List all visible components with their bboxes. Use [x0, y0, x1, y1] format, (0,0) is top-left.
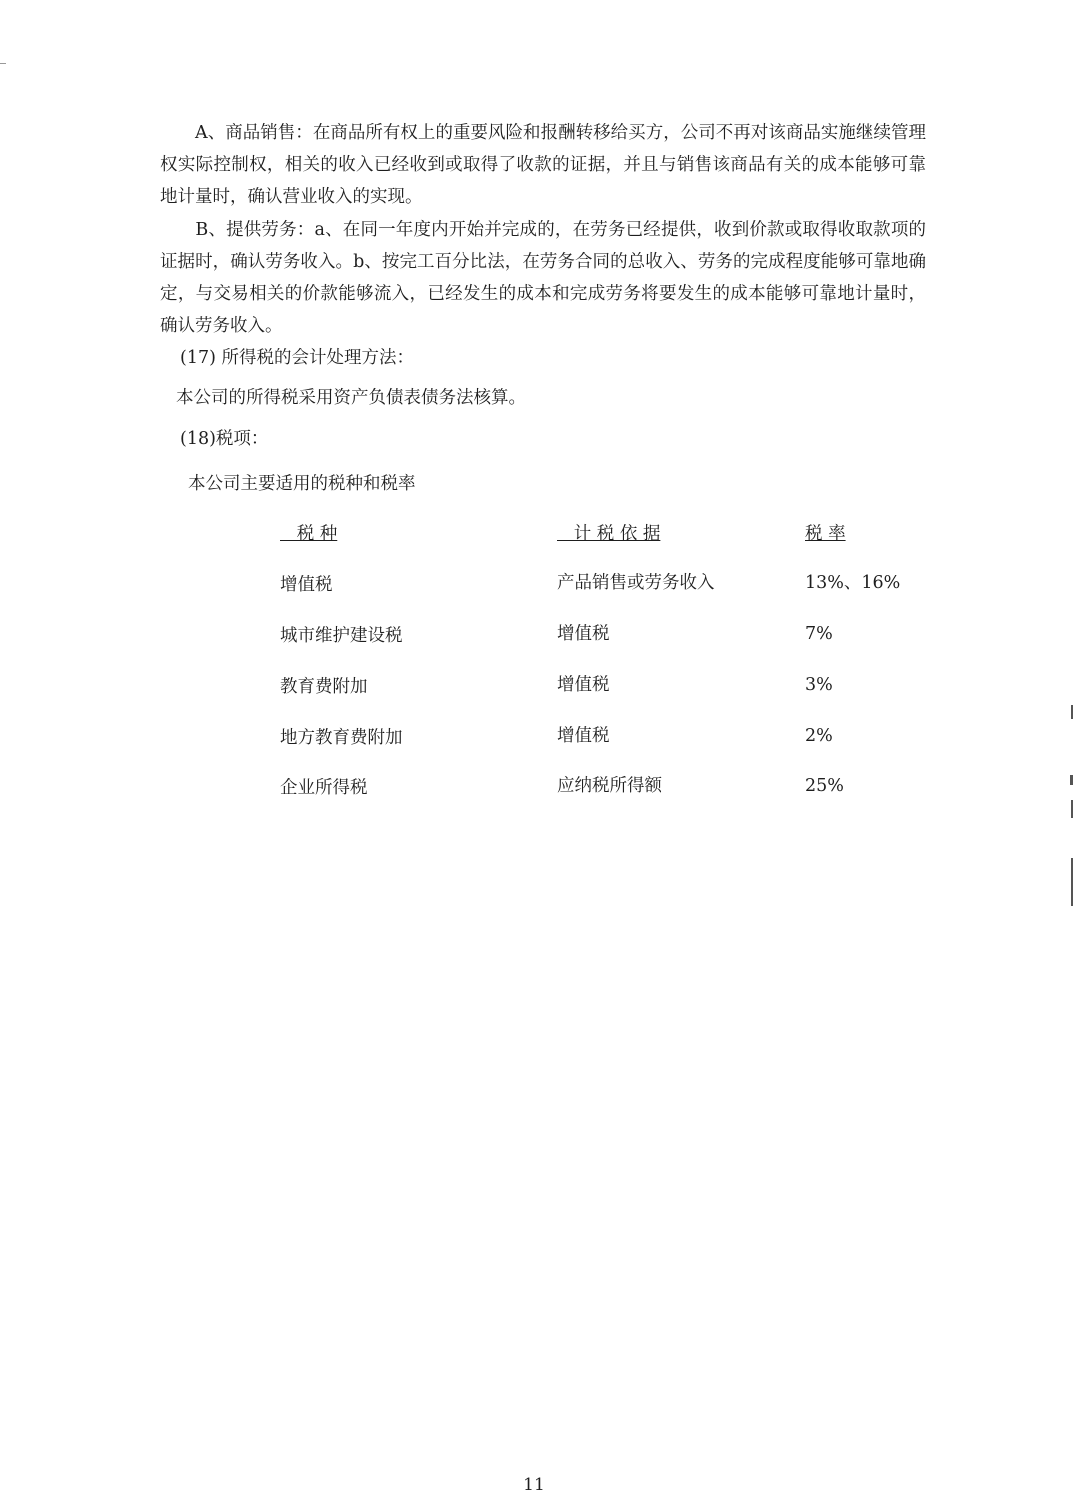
table-cell-tax-rate: 7% [805, 624, 833, 644]
scan-artifact [1071, 800, 1073, 818]
table-cell-tax-type: 教育费附加 [280, 677, 368, 697]
table-cell-tax-basis: 应纳税所得额 [557, 776, 662, 796]
section-17-body: 本公司的所得税采用资产负债表债务法核算。 [176, 388, 526, 408]
revenue-recognition-services-paragraph: B、提供劳务：a、在同一年度内开始并完成的，在劳务已经提供，收到价款或取得收取款项的证据时，确认劳务收入。b、按完工百分比法，在劳务合同的总收入、劳务的完成程度能够可靠地确定，与交易相关的价款能够流入，已经发生的成本和完成劳务将要发生的成本能够可靠地计量时，确认劳务收入。 [160, 220, 926, 336]
scan-artifact [1070, 775, 1073, 785]
table-header-tax-type: 税 种 [280, 524, 338, 544]
table-cell-tax-type: 城市维护建设税 [280, 626, 403, 646]
table-cell-tax-rate: 13%、16% [805, 573, 901, 593]
scan-artifact [0, 63, 6, 64]
page-number: 11 [523, 1475, 545, 1495]
table-header-tax-basis: 计 税 依 据 [557, 524, 661, 544]
table-cell-tax-type: 地方教育费附加 [280, 728, 403, 748]
section-18-intro: 本公司主要适用的税种和税率 [188, 474, 416, 494]
table-cell-tax-basis: 增值税 [557, 675, 610, 695]
table-cell-tax-rate: 2% [805, 726, 833, 746]
scan-artifact [1071, 705, 1073, 719]
revenue-recognition-goods-paragraph: A、商品销售：在商品所有权上的重要风险和报酬转移给买方，公司不再对该商品实施继续管理权实际控制权，相关的收入已经收到或取得了收款的证据，并且与销售该商品有关的成本能够可靠地计量时，确认营业收入的实现。 [160, 123, 926, 207]
table-cell-tax-basis: 产品销售或劳务收入 [557, 573, 715, 593]
table-cell-tax-rate: 3% [805, 675, 833, 695]
section-18-heading: (18)税项： [180, 429, 269, 449]
table-cell-tax-rate: 25% [805, 776, 844, 796]
table-cell-tax-basis: 增值税 [557, 726, 610, 746]
table-header-tax-rate: 税 率 [805, 524, 846, 544]
table-cell-tax-basis: 增值税 [557, 624, 610, 644]
section-17-heading: (17) 所得税的会计处理方法： [180, 348, 414, 368]
table-cell-tax-type: 增值税 [280, 575, 333, 595]
table-cell-tax-type: 企业所得税 [280, 778, 368, 798]
scan-artifact [1071, 858, 1073, 906]
